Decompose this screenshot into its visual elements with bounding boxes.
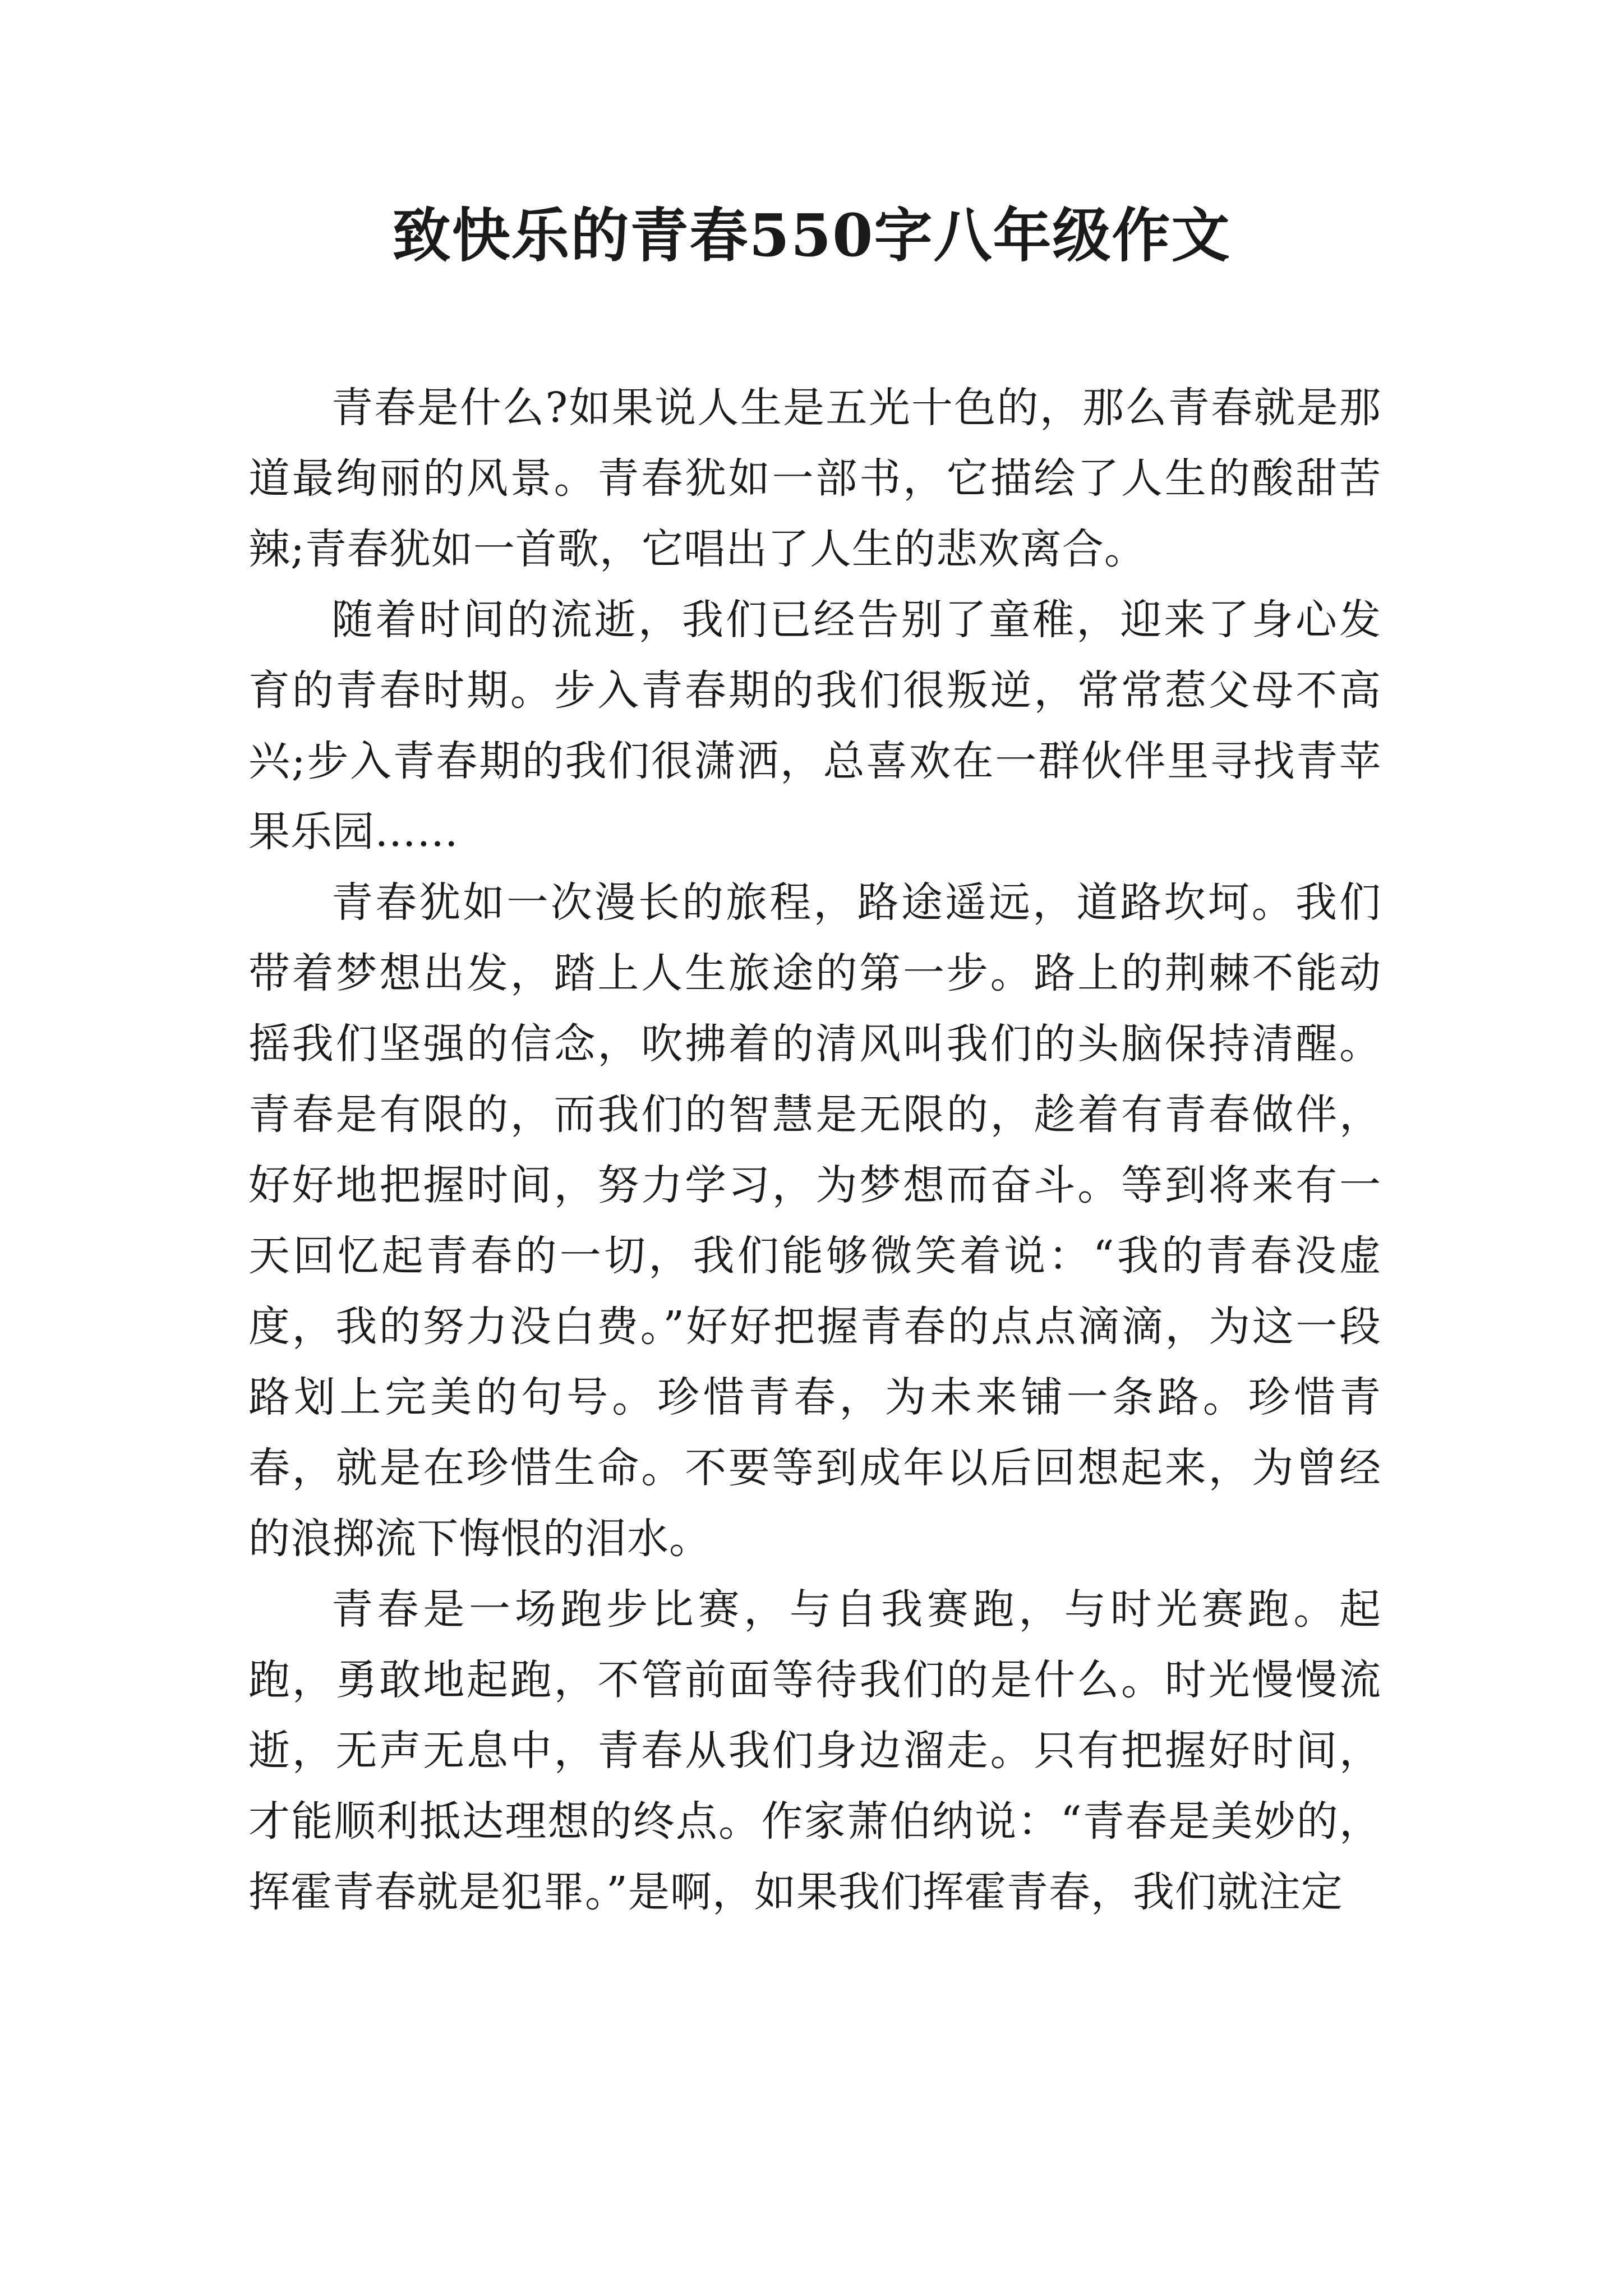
paragraph-2: 随着时间的流逝，我们已经告别了童稚，迎来了身心发育的青春时期。步入青春期的我们很叛逆，常常惹父母不高兴;步入青春期的我们很潇洒，总喜欢在一群伙伴里寻找青苹果乐园……	[248, 596, 1381, 856]
document-title: 致快乐的青春550字八年级作文	[392, 201, 1231, 270]
paragraph-3: 青春犹如一次漫长的旅程，路途遥远，道路坎坷。我们带着梦想出发，踏上人生旅途的第一步。路上的荆棘不能动摇我们坚强的信念，吹拂着的清风叫我们的头脑保持清醒。青春是有限的，而我们的智慧是无限的，趁着有青春做伴，好好地把握时间，努力学习，为梦想而奋斗。等到将来有一天回忆起青春的一切，我们能够微笑着说：“我的青春没虚度，我的努力没白费。”好好把握青春的点点滴滴，为这一段路划上完美的句号。珍惜青春，为未来铺一条路。珍惜青春，就是在珍惜生命。不要等到成年以后回想起来，为曾经的浪掷流下悔恨的泪水。	[248, 878, 1381, 1563]
paragraph-4: 青春是一场跑步比赛，与自我赛跑，与时光赛跑。起跑，勇敢地起跑，不管前面等待我们的是什么。时光慢慢流逝，无声无息中，青春从我们身边溜走。只有把握好时间，才能顺利抵达理想的终点。作家萧伯纳说：“青春是美妙的，挥霍青春就是犯罪。”是啊，如果我们挥霍青春，我们就注定	[248, 1585, 1381, 1916]
document-body	[248, 372, 1381, 1927]
paragraph-1: 青春是什么?如果说人生是五光十色的，那么青春就是那道最绚丽的风景。青春犹如一部书，它描绘了人生的酸甜苦辣;青春犹如一首歌，它唱出了人生的悲欢离合。	[248, 384, 1381, 573]
